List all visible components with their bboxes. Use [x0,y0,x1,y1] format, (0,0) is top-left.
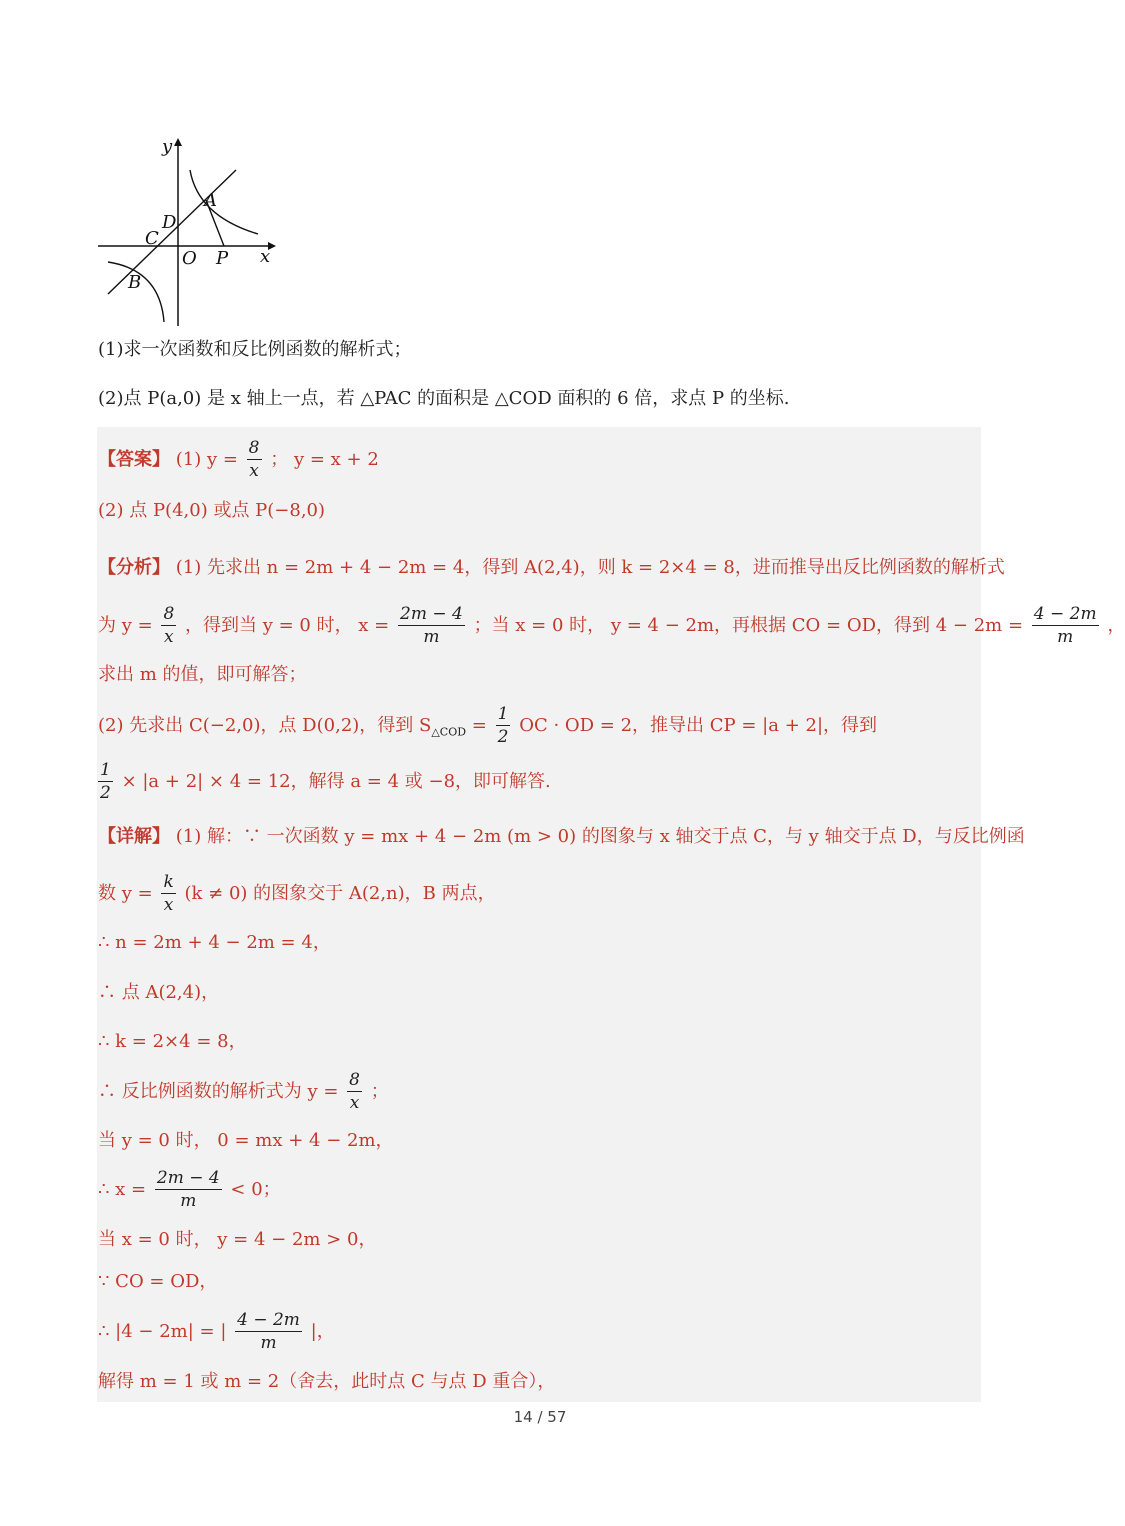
page-number: 14 / 57 [513,1408,567,1426]
analysis-line-4 [98,706,877,747]
analysis-line-3: 求出 m 的值，即可解答； [98,664,307,685]
analysis-text: (1) 先求出 n = 2m + 4 − 2m = 4，得到 A(2,4)，则 k = 2×4 = 8，进而推导出反比例函数的解析式 [175,557,1005,578]
denominator: 2 [497,727,509,747]
text-segment: = [471,715,487,736]
detail-line-10: ∵ CO = OD， [98,1271,218,1292]
label-d: D [162,212,177,233]
text-segment: × |a + 2| × 4 = 12，解得 a = 4 或 −8，即可解答. [121,771,551,792]
text-segment: (2) 先求出 C(−2,0)，点 D(0,2)，得到 S [98,715,432,736]
denominator: 2 [100,783,111,803]
denominator: m [180,1191,197,1211]
denominator: m [1057,627,1074,647]
text-segment: ∴ |4 − 2m| = | [98,1321,227,1342]
fraction [347,1072,362,1112]
analysis-line-2 [98,606,1125,646]
y-axis-arrow [174,138,182,146]
numerator: 8 [248,438,260,458]
fraction [1032,606,1099,646]
detail-line-6 [98,1072,389,1112]
numerator: 2m − 4 [156,1168,220,1188]
label-x: x [260,246,271,267]
detail-line-9: 当 x = 0 时， y = 4 − 2m > 0， [98,1229,377,1250]
denominator: x [163,895,174,915]
label-p: P [216,248,229,269]
answer-line-1 [98,440,379,480]
label-c: C [145,228,159,249]
analysis-tag: 【分析】 [98,557,170,578]
detail-line-2 [98,874,496,914]
numerator: 4 − 2m [1033,604,1097,624]
analysis-line-1 [98,554,1005,582]
answer-1-prefix: (1) y = [175,449,238,470]
numerator: 2m − 4 [400,604,463,624]
text-segment: ，得到当 y = 0 时， x = [185,615,390,636]
label-b: B [128,272,142,293]
text-segment: OC · OD = 2，推导出 CP = |a + 2|，得到 [519,715,878,736]
question-part2: (2)点 P(a,0) 是 x 轴上一点，若 △PAC 的面积是 △COD 面积的 6 倍，求点 P 的坐标. [98,388,790,409]
numerator: k [163,872,174,892]
text-segment: ， [1107,615,1125,636]
answer-line-2: (2) 点 P(4,0) 或点 P(−8,0) [98,500,326,521]
numerator: 4 − 2m [237,1310,300,1330]
detail-line-3: ∴ n = 2m + 4 − 2m = 4， [98,932,331,953]
numerator: 8 [163,604,175,624]
numerator: 1 [100,760,111,780]
denominator: x [249,461,259,481]
subscript: △COD [431,725,467,739]
fraction [247,440,262,480]
detail-line-4: ∴ 点 A(2,4)， [98,982,220,1003]
function-graph [90,130,290,330]
detail-line-5: ∴ k = 2×4 = 8， [98,1031,247,1052]
answer-tag: 【答案】 [98,449,170,470]
fraction [161,606,176,646]
text-segment: ； [370,1081,389,1102]
text-segment: ∴ x = [98,1179,147,1200]
text-segment: ∴ 反比例函数的解析式为 y = [98,1081,339,1102]
fraction [161,874,175,914]
denominator: m [423,627,440,647]
detail-line-8 [98,1170,281,1210]
fraction [496,706,511,746]
text-segment: (k ≠ 0) 的图象交于 A(2,n)，B 两点， [184,883,496,904]
label-a: A [204,190,217,211]
numerator: 1 [497,704,509,724]
graph-svg [90,130,290,330]
text-segment: (1) 解：∵ 一次函数 y = mx + 4 − 2m (m > 0) 的图象与 x 轴交于点 C，与 y 轴交于点 D，与反比例函 [175,826,1025,847]
fraction [235,1312,302,1352]
hyperbola-branch-upper [190,170,258,234]
question-part1: (1)求一次函数和反比例函数的解析式； [98,339,412,360]
numerator: 8 [349,1070,360,1090]
detail-line-1 [98,823,1025,851]
denominator: m [260,1333,277,1353]
text-segment: < 0； [230,1179,281,1200]
fraction [98,762,113,802]
denominator: x [349,1093,360,1113]
answer-1-suffix: ； y = x + 2 [270,449,379,470]
text-segment: |， [310,1321,335,1342]
detail-tag: 【详解】 [98,826,170,847]
label-y: y [162,136,173,157]
detail-line-12: 解得 m = 1 或 m = 2（舍去，此时点 C 与点 D 重合）， [98,1371,556,1392]
analysis-line-5 [98,762,551,802]
detail-line-7: 当 y = 0 时， 0 = mx + 4 − 2m， [98,1130,394,1151]
detail-line-11 [98,1312,335,1352]
fraction [398,606,465,646]
text-segment: 为 y = [98,615,153,636]
fraction [155,1170,222,1210]
denominator: x [164,627,174,647]
text-segment: ；当 x = 0 时， y = 4 − 2m，再根据 CO = OD，得到 4 − 2m = [473,615,1024,636]
text-segment: 数 y = [98,883,153,904]
label-o: O [182,248,197,269]
